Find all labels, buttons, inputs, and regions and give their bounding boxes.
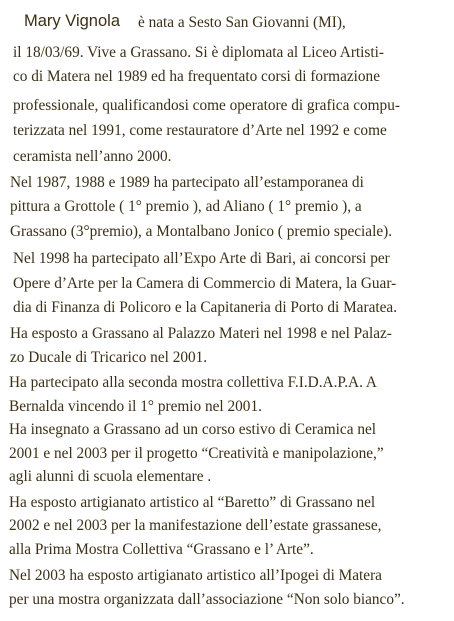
bio-line: professionale, qualificandosi come operatore di grafica compu- <box>13 97 400 114</box>
bio-line: co di Matera nel 1989 ed ha frequentato corsi di formazione <box>13 68 380 85</box>
bio-line: dia di Finanza di Policoro e la Capitaneria di Porto di Maratea. <box>13 299 398 316</box>
bio-line: agli alunni di scuola elementare . <box>9 468 212 485</box>
bio-line: terizzata nel 1991, come restauratore d’Arte nel 1992 e come <box>13 122 387 139</box>
bio-line: Nel 1998 ha partecipato all’Expo Arte di Bari, ai concorsi per <box>13 250 390 267</box>
bio-line: Ha esposto a Grassano al Palazzo Materi nel 1998 e nel Palaz- <box>10 325 392 342</box>
artist-name: Mary Vignola <box>24 12 120 30</box>
bio-line: è nata a Sesto San Giovanni (MI), <box>138 14 346 31</box>
bio-line: pittura a Grottole ( 1° premio ), ad Aliano ( 1° premio ), a <box>10 198 362 215</box>
bio-line: alla Prima Mostra Collettiva “Grassano e l’ Arte”. <box>9 541 314 558</box>
bio-line: Nel 2003 ha esposto artigianato artistico all’Ipogei di Matera <box>9 567 382 584</box>
bio-line: 2002 e nel 2003 per la manifestazione dell’estate grassanese, <box>9 517 382 534</box>
bio-line: Nel 1987, 1988 e 1989 ha partecipato all’estamporanea di <box>10 174 364 191</box>
bio-line: Ha esposto artigianato artistico al “Baretto” di Grassano nel <box>9 494 376 511</box>
bio-line: per una mostra organizzata dall’associazione “Non solo bianco”. <box>9 591 405 608</box>
bio-line: Bernalda vincendo il 1° premio nel 2001. <box>9 398 262 415</box>
bio-line: 2001 e nel 2003 per il progetto “Creatività e manipolazione,” <box>9 445 384 462</box>
bio-line: ceramista nell’anno 2000. <box>13 148 172 165</box>
bio-line: Grassano (3°premio), a Montalbano Jonico ( premio speciale). <box>10 223 393 240</box>
bio-line: Ha insegnato a Grassano ad un corso estivo di Ceramica nel <box>9 421 377 438</box>
bio-line: il 18/03/69. Vive a Grassano. Si è diplomata al Liceo Artisti- <box>13 44 384 61</box>
bio-line: Ha partecipato alla seconda mostra collettiva F.I.D.A.P.A. A <box>9 374 377 391</box>
bio-line: Opere d’Arte per la Camera di Commercio di Matera, la Guar- <box>13 275 397 292</box>
bio-line: zo Ducale di Tricarico nel 2001. <box>10 349 208 366</box>
